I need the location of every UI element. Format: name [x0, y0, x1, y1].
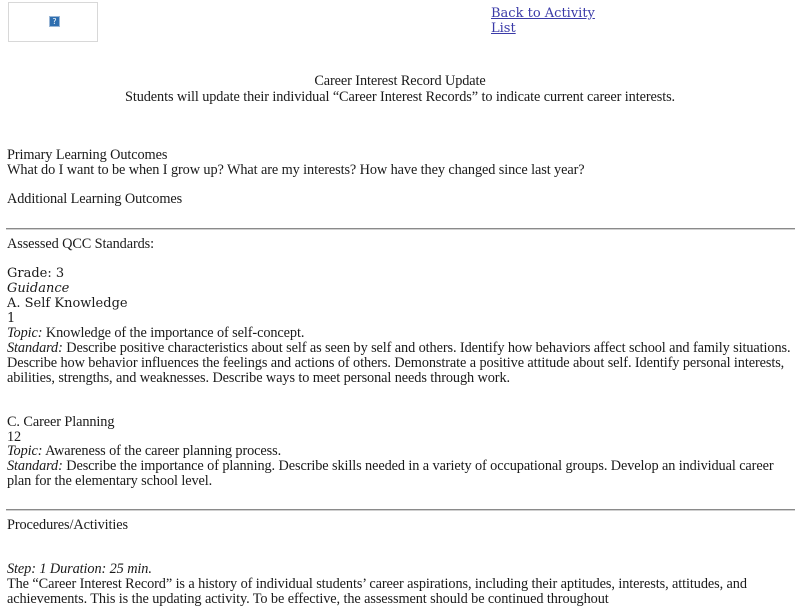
standard-label: Standard: — [7, 458, 63, 474]
page-subtitle: Students will update their individual “Career Interest Records” to indicate current career interests. — [124, 89, 676, 105]
topic-line — [7, 444, 281, 459]
strand-label: A. Self Knowledge — [7, 296, 128, 311]
subject-label: Guidance — [7, 281, 70, 296]
divider — [6, 509, 795, 511]
standard-text: Describe the importance of planning. Describe skills needed in a variety of occupational groups. Develop an individual career plan for the elementary school level. — [7, 458, 774, 489]
help-question-icon[interactable]: ? — [49, 16, 60, 27]
standard-number: 12 — [7, 429, 22, 445]
divider — [6, 228, 795, 230]
standard-line — [7, 341, 797, 386]
standard-text: Describe positive characteristics about self as seen by self and others. Identify how behaviors affect school and family situations. Describe how behavior influences the feelings and actions of others. Demonstrate a positive attitude about self. Identify personal interests, abilities, strengths, and weaknesses. Describe ways to meet personal needs through work. — [7, 340, 791, 386]
standard-label: Standard: — [7, 340, 63, 356]
primary-outcomes-heading: Primary Learning Outcomes — [7, 147, 168, 163]
back-to-activity-list-link[interactable]: Back to Activity List — [491, 6, 595, 36]
procedures-heading: Procedures/Activities — [7, 517, 128, 533]
topic-line — [7, 326, 304, 341]
title-block — [0, 73, 800, 105]
topic-label: Topic: — [7, 325, 43, 341]
topic-label: Topic: — [7, 443, 43, 459]
topic-text: Knowledge of the importance of self-concept. — [42, 325, 305, 341]
primary-outcomes-text: What do I want to be when I grow up? What are my interests? How have they changed since last year? — [7, 162, 585, 178]
standards-heading: Assessed QCC Standards: — [7, 236, 155, 252]
step-text: The “Career Interest Record” is a history of individual students’ career aspirations, including their aptitudes, interests, attitudes, and achievements. This is the updating activity. To be effective, the assessment should be continued throughout — [7, 576, 747, 607]
standard-line — [7, 459, 797, 489]
page-title: Career Interest Record Update — [314, 73, 486, 89]
step-label: Step: 1 Duration: 25 min. — [7, 561, 152, 577]
strand-label: C. Career Planning — [7, 414, 115, 430]
standard-number: 1 — [7, 311, 16, 326]
additional-outcomes-heading: Additional Learning Outcomes — [7, 191, 183, 207]
topic-text: Awareness of the career planning process. — [42, 443, 282, 459]
logo-box[interactable] — [8, 2, 98, 42]
grade-label: Grade: 3 — [7, 266, 65, 281]
